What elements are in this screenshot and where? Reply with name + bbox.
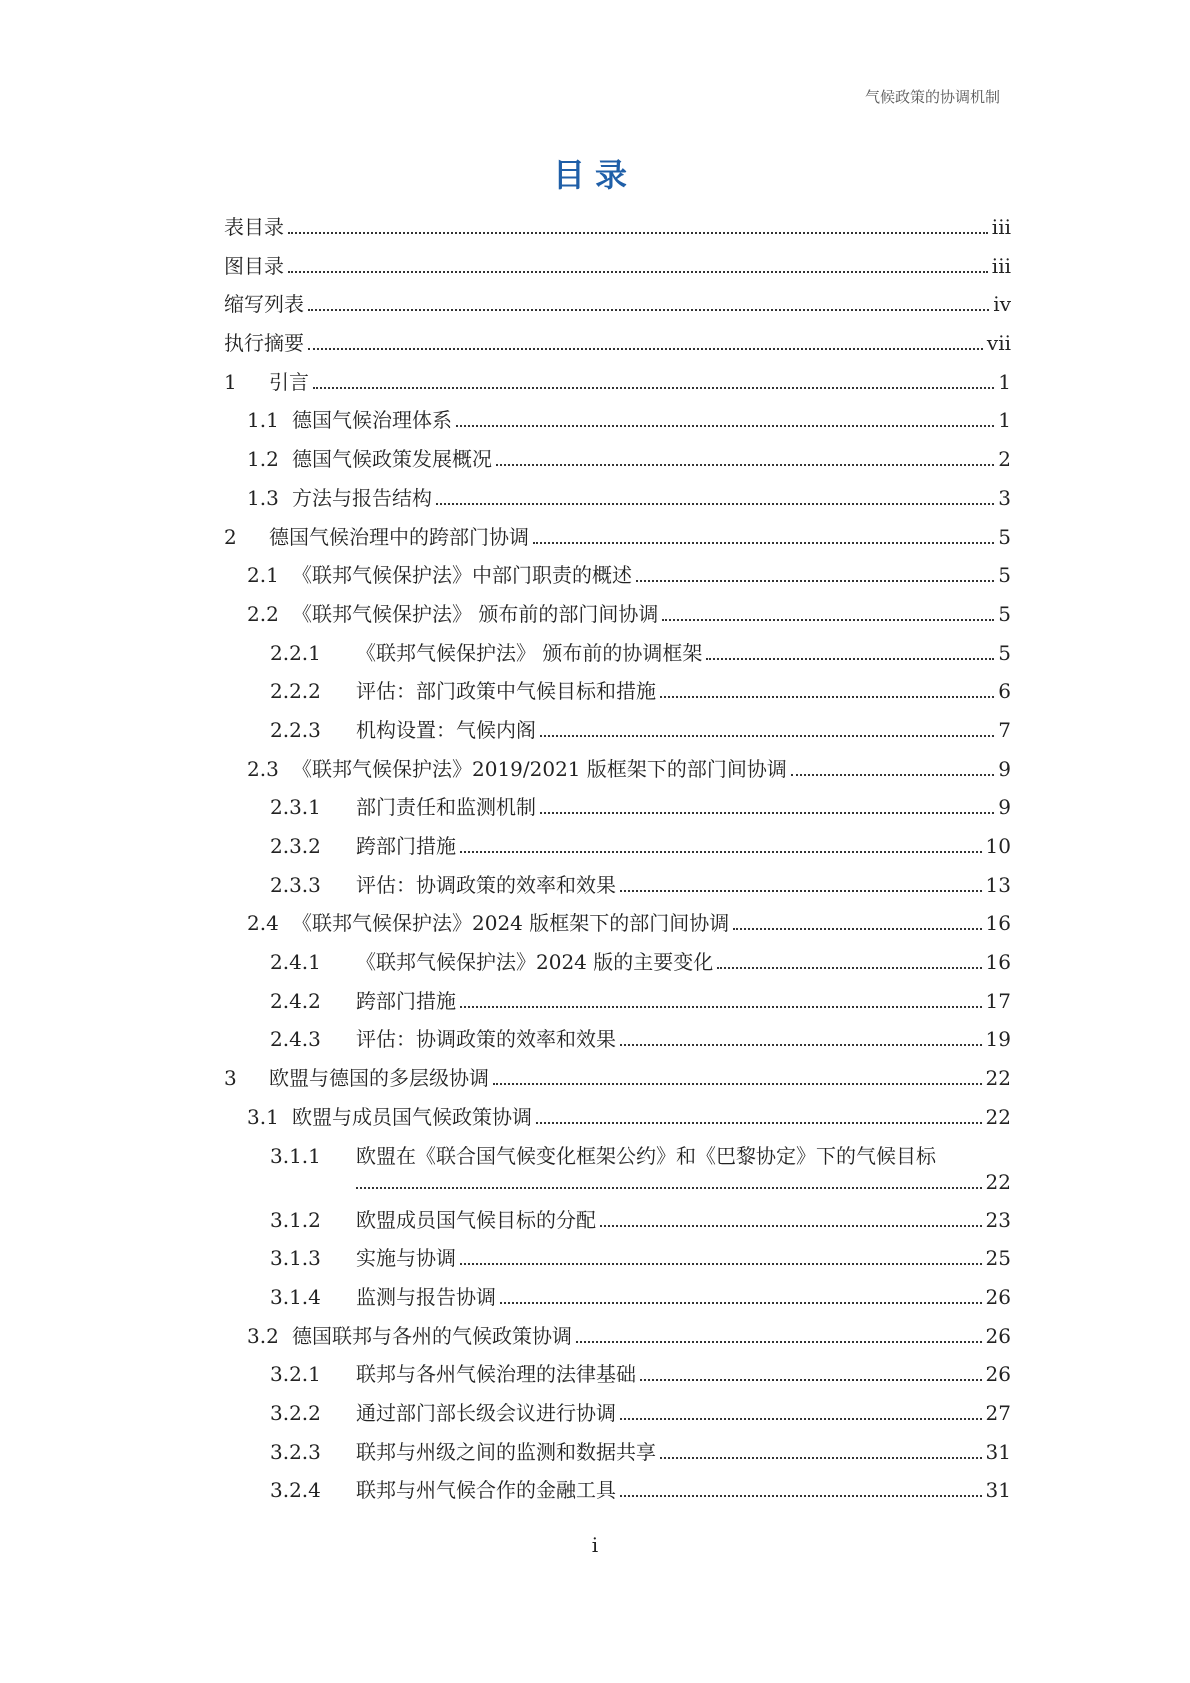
toc-entry-number: 2.4.2 [270, 988, 321, 1013]
toc-entry-page: 27 [985, 1400, 1011, 1425]
toc-entry-label: 缩写列表 [224, 292, 304, 317]
toc-entry[interactable] [224, 1143, 1011, 1207]
toc-entry-number: 2.3.1 [270, 795, 321, 820]
toc-leader-dots [536, 1121, 982, 1124]
toc-entry-page: 22 [985, 1169, 1011, 1194]
toc-entry-label: 欧盟与成员国气候政策协调 [292, 1104, 532, 1129]
toc-entry-label: 评估：协调政策的效率和效果 [356, 872, 616, 897]
toc-entry-number: 2 [224, 524, 237, 549]
toc-entry-page: iii [991, 253, 1011, 278]
toc-leader-dots [600, 1224, 982, 1227]
toc-leader-dots [436, 502, 994, 505]
toc-entry-page: vii [986, 331, 1011, 356]
toc-entry-page: iii [991, 215, 1011, 239]
toc-entry[interactable] [224, 1284, 1011, 1323]
toc-entry[interactable] [224, 369, 1011, 408]
toc-entry[interactable] [224, 291, 1011, 330]
toc-entry-label: 跨部门措施 [356, 988, 456, 1013]
toc-entry-number: 2.3 [247, 756, 279, 781]
toc-entry-number: 3.1.3 [270, 1246, 321, 1271]
toc-entry-label: 实施与协调 [356, 1246, 456, 1271]
toc-entry-page: 13 [985, 872, 1011, 897]
toc-leader-dots [356, 1186, 982, 1189]
toc-entry-page: 10 [985, 834, 1011, 858]
toc-entry-label: 引言 [269, 369, 309, 394]
toc-leader-dots [493, 1082, 982, 1085]
toc-leader-dots [620, 1043, 982, 1046]
toc-entry[interactable] [224, 214, 1011, 253]
toc-entry[interactable] [224, 1065, 1011, 1104]
running-header: 气候政策的协调机制 [864, 88, 1000, 106]
toc-entry[interactable] [224, 485, 1011, 524]
toc-entry-page: 31 [985, 1478, 1011, 1503]
toc-entry-label: 机构设置：气候内阁 [356, 717, 536, 742]
toc-leader-dots [733, 927, 981, 930]
toc-leader-dots [540, 734, 994, 737]
toc-leader-dots [500, 1301, 982, 1304]
toc-entry-page: 25 [985, 1246, 1011, 1271]
toc-entry-number: 3.2.2 [270, 1400, 321, 1425]
toc-entry-page: 9 [998, 795, 1011, 820]
toc-entry[interactable] [224, 524, 1011, 563]
toc-entry-number: 3.1.1 [270, 1143, 321, 1168]
toc-entry-label: 欧盟成员国气候目标的分配 [356, 1207, 596, 1232]
toc-entry-number: 2.2.3 [270, 717, 321, 742]
toc-entry-label: 评估：部门政策中气候目标和措施 [356, 679, 656, 704]
toc-entry[interactable] [224, 794, 1011, 833]
toc-entry-number: 2.2.1 [270, 640, 321, 665]
toc-entry[interactable] [224, 678, 1011, 717]
toc-leader-dots [460, 850, 982, 853]
toc-entry-number: 3 [224, 1066, 237, 1091]
toc-entry-label: 联邦与州气候合作的金融工具 [356, 1478, 616, 1503]
toc-entry-label: 德国联邦与各州的气候政策协调 [292, 1323, 572, 1348]
toc-entry-page: 19 [985, 1027, 1011, 1052]
toc-leader-dots [791, 773, 994, 776]
toc-leader-dots [540, 811, 994, 814]
toc-entry-page: 16 [985, 911, 1011, 936]
toc-entry-number: 3.2.3 [270, 1439, 321, 1464]
toc-entry-label: 《联邦气候保护法》 颁布前的部门间协调 [292, 601, 659, 626]
toc-entry[interactable] [224, 1104, 1011, 1143]
toc-entry-label: 监测与报告协调 [356, 1284, 496, 1309]
toc-entry-label: 通过部门部长级会议进行协调 [356, 1400, 616, 1425]
toc-entry-label: 表目录 [224, 215, 284, 239]
toc-entry-page: 9 [998, 756, 1011, 781]
toc-entry[interactable] [224, 1439, 1011, 1478]
page-number: i [591, 1533, 599, 1557]
toc-entry-page: 17 [985, 988, 1011, 1013]
toc-entry-page: 3 [998, 485, 1011, 510]
toc-entry-label: 《联邦气候保护法》2019/2021 版框架下的部门间协调 [292, 756, 787, 781]
toc-leader-dots [662, 618, 994, 621]
table-of-contents [224, 214, 1011, 1516]
toc-leader-dots [313, 386, 994, 389]
toc-leader-dots [576, 1340, 982, 1343]
toc-entry-page: 26 [985, 1323, 1011, 1348]
toc-entry-page: 5 [998, 524, 1011, 549]
toc-entry[interactable] [224, 1361, 1011, 1400]
toc-entry[interactable] [224, 988, 1011, 1027]
toc-entry[interactable] [224, 1207, 1011, 1246]
toc-leader-dots [660, 695, 994, 698]
toc-entry-page: 5 [998, 640, 1011, 665]
toc-entry[interactable] [224, 872, 1011, 911]
toc-entry-page: 2 [998, 447, 1011, 472]
toc-entry-label: 欧盟与德国的多层级协调 [269, 1066, 489, 1091]
toc-entry-number: 1.3 [247, 485, 279, 510]
toc-entry[interactable] [224, 1026, 1011, 1065]
toc-entry-number: 3.1 [247, 1104, 279, 1129]
toc-leader-dots [456, 424, 994, 427]
toc-entry-label: 《联邦气候保护法》 颁布前的协调框架 [356, 640, 703, 665]
toc-entry[interactable] [224, 562, 1011, 601]
toc-entry-number: 3.2 [247, 1323, 279, 1348]
toc-leader-dots [706, 657, 994, 660]
toc-entry[interactable] [224, 949, 1011, 988]
toc-entry-number: 3.1.2 [270, 1207, 321, 1232]
toc-entry-page: 5 [998, 601, 1011, 626]
toc-leader-dots [308, 308, 989, 311]
toc-entry-label: 跨部门措施 [356, 834, 456, 858]
toc-entry-label: 《联邦气候保护法》中部门职责的概述 [292, 563, 632, 588]
toc-entry[interactable] [224, 1477, 1011, 1516]
toc-entry-number: 1.1 [247, 408, 279, 433]
toc-entry-label: 评估：协调政策的效率和效果 [356, 1027, 616, 1052]
toc-entry-number: 2.2 [247, 601, 279, 626]
toc-entry-number: 2.3.3 [270, 872, 321, 897]
toc-entry-label: 执行摘要 [224, 331, 304, 356]
toc-entry-label: 德国气候治理中的跨部门协调 [269, 524, 529, 549]
toc-entry[interactable] [224, 601, 1011, 640]
toc-leader-dots [533, 541, 994, 544]
toc-entry-number: 2.1 [247, 563, 279, 588]
toc-leader-dots [308, 347, 983, 350]
toc-entry-page: 16 [985, 950, 1011, 975]
toc-entry-label: 联邦与州级之间的监测和数据共享 [356, 1439, 656, 1464]
toc-entry-page: 1 [998, 408, 1011, 433]
toc-entry-page: 5 [998, 563, 1011, 588]
toc-entry-page: 7 [998, 717, 1011, 742]
toc-entry-page: 23 [985, 1207, 1011, 1232]
toc-entry-label: 方法与报告结构 [292, 485, 432, 510]
toc-entry[interactable] [224, 330, 1011, 369]
toc-entry-number: 1.2 [247, 447, 279, 472]
toc-leader-dots [717, 966, 981, 969]
toc-entry-label: 欧盟在《联合国气候变化框架公约》和《巴黎协定》下的气候目标 [356, 1143, 936, 1168]
toc-entry[interactable] [224, 407, 1011, 446]
toc-entry-page: 26 [985, 1362, 1011, 1387]
toc-entry[interactable] [224, 1400, 1011, 1439]
toc-entry[interactable] [224, 910, 1011, 949]
toc-entry-label: 联邦与各州气候治理的法律基础 [356, 1362, 636, 1387]
toc-entry-page: 26 [985, 1284, 1011, 1309]
toc-entry-label: 德国气候治理体系 [292, 408, 452, 433]
toc-entry[interactable] [224, 640, 1011, 679]
toc-entry[interactable] [224, 253, 1011, 292]
toc-entry-page: iv [993, 292, 1011, 317]
toc-leader-dots [620, 889, 982, 892]
toc-entry-number: 2.3.2 [270, 834, 321, 858]
toc-leader-dots [636, 579, 994, 582]
toc-entry[interactable] [224, 1245, 1011, 1284]
toc-leader-dots [620, 1494, 982, 1497]
toc-entry-number: 2.4 [247, 911, 279, 936]
toc-entry-label: 图目录 [224, 253, 284, 278]
toc-leader-dots [620, 1417, 982, 1420]
toc-entry-number: 3.2.4 [270, 1478, 321, 1503]
toc-entry[interactable] [224, 756, 1011, 795]
toc-leader-dots [460, 1262, 982, 1265]
toc-title: 目录 [552, 156, 637, 194]
toc-entry-page: 6 [998, 679, 1011, 704]
toc-leader-dots [496, 463, 994, 466]
toc-entry[interactable] [224, 446, 1011, 485]
toc-entry[interactable] [224, 833, 1011, 872]
toc-entry[interactable] [224, 717, 1011, 756]
toc-entry-number: 3.1.4 [270, 1284, 321, 1309]
toc-entry-number: 2.4.3 [270, 1027, 321, 1052]
toc-entry-page: 22 [985, 1066, 1011, 1091]
toc-entry-label: 《联邦气候保护法》2024 版的主要变化 [356, 950, 714, 975]
toc-leader-dots [640, 1378, 982, 1381]
toc-entry-page: 1 [998, 369, 1011, 394]
toc-entry-page: 22 [985, 1104, 1011, 1129]
toc-entry-page: 31 [985, 1439, 1011, 1464]
toc-entry[interactable] [224, 1323, 1011, 1362]
toc-leader-dots [660, 1456, 982, 1459]
toc-leader-dots [288, 231, 988, 234]
toc-leader-dots [288, 270, 988, 273]
toc-entry-label: 《联邦气候保护法》2024 版框架下的部门间协调 [292, 911, 730, 936]
toc-entry-number: 3.2.1 [270, 1362, 321, 1387]
toc-entry-number: 2.4.1 [270, 950, 321, 975]
toc-entry-label: 部门责任和监测机制 [356, 795, 536, 820]
toc-entry-number: 2.2.2 [270, 679, 321, 704]
toc-entry-number: 1 [224, 369, 237, 394]
toc-leader-dots [460, 1005, 982, 1008]
toc-entry-label: 德国气候政策发展概况 [292, 447, 492, 472]
